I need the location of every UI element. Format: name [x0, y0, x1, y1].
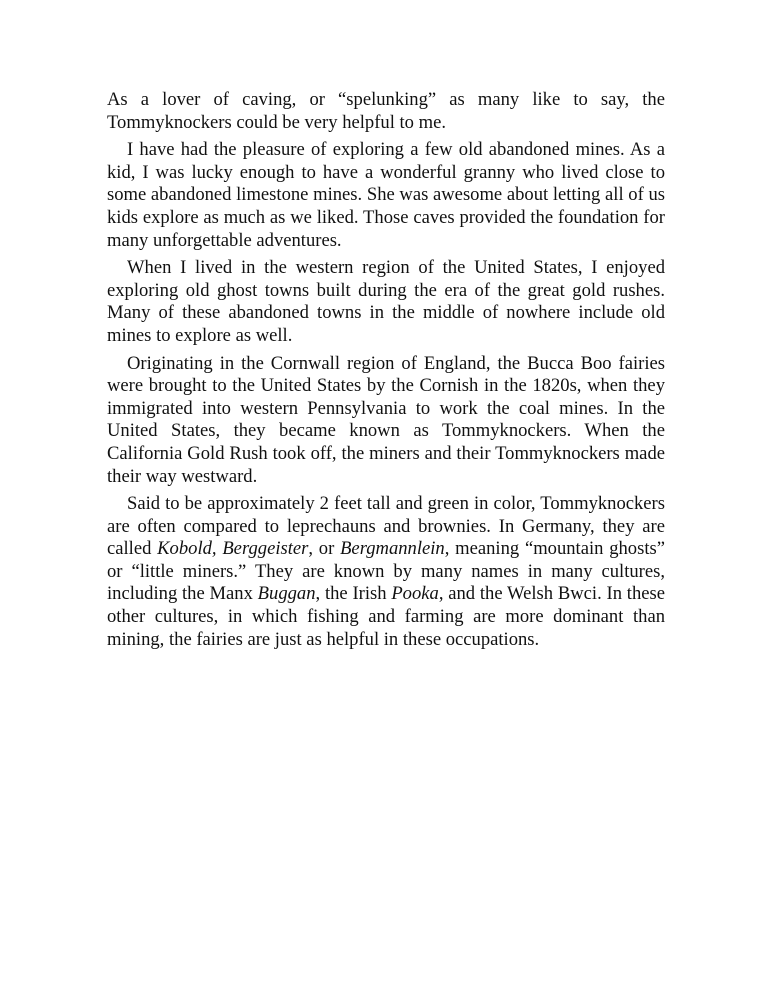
paragraph-5-text-segment: , the Irish	[315, 583, 392, 605]
paragraph-5-italic-kobold-berggeister: Kobold, Berggeister	[157, 538, 309, 560]
paragraph-4	[107, 353, 665, 489]
paragraph-5-text-segment: , meaning “mountain ghosts” or “little miners.” They are known by many names in many cultures, including the Manx	[107, 538, 665, 605]
paragraph-3	[107, 257, 665, 347]
paragraph-4-text: Originating in the Cornwall region of England, the Bucca Boo fairies were brought to the United States by the Cornish in the 1820s, when they immigrated into western Pennsylvania to work the coal mines. In the United States, they became known as Tommyknockers. When the California Gold Rush took off, the miners and their Tommyknockers made their way westward.	[107, 352, 665, 487]
paragraph-2	[107, 139, 665, 252]
paragraph-5-italic-pooka: Pooka	[391, 583, 439, 605]
paragraph-3-text: When I lived in the western region of the United States, I enjoyed exploring old ghost towns built during the era of the great gold rushes. Many of these abandoned towns in the middle of nowhere include old mines to explore as well.	[107, 257, 665, 346]
paragraph-5-text-segment: , or	[308, 538, 341, 560]
paragraph-5	[107, 493, 665, 651]
paragraph-2-text: I have had the pleasure of exploring a few old abandoned mines. As a kid, I was lucky enough to have a wonderful granny who lived close to some abandoned limestone mines. She was awesome about letting all of us kids explore as much as we liked. Those caves provided the foundation for many unforgettable adventures.	[107, 139, 665, 251]
paragraph-5-italic-bergmannlein: Bergmannlein	[340, 538, 445, 560]
paragraph-5-italic-buggan: Buggan	[257, 583, 316, 605]
paragraph-1	[107, 89, 665, 134]
paragraph-5-text-segment: Said to be approximately 2 feet tall and green in color, Tommyknockers are often compared to leprechauns and brownies. In Germany, they are called	[107, 493, 665, 560]
document-page	[107, 89, 665, 651]
paragraph-1-text: As a lover of caving, or “spelunking” as many like to say, the Tommyknockers could be very helpful to me.	[107, 89, 665, 133]
paragraph-5-text-segment: , and the Welsh Bwci. In these other cultures, in which fishing and farming are more dominant than mining, the fairies are just as helpful in these occupations.	[107, 583, 665, 650]
